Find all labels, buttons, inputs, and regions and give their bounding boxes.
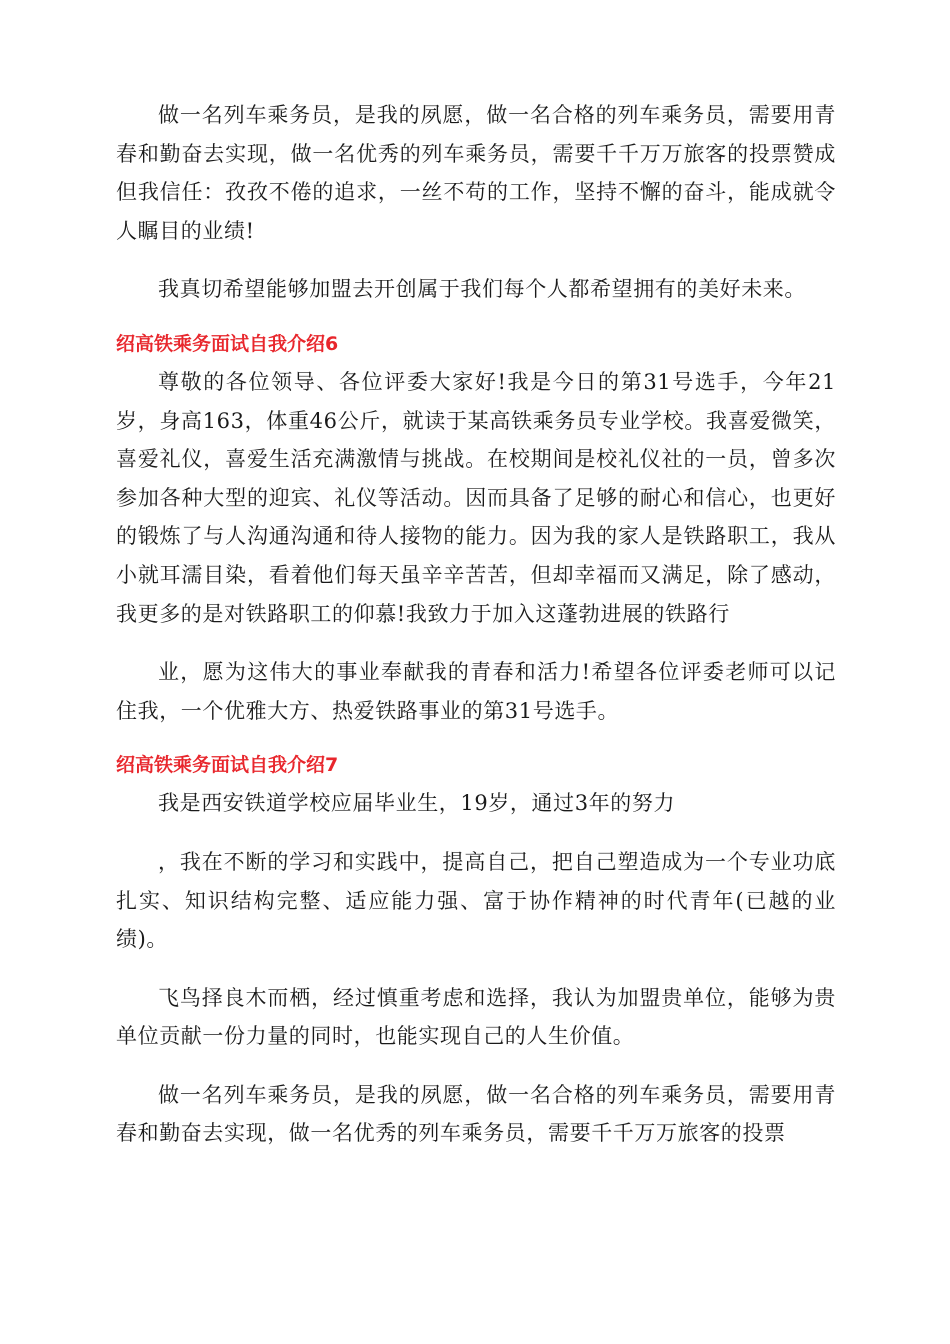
paragraph-aspiration: 做一名列车乘务员，是我的夙愿，做一名合格的列车乘务员，需要用青春和勤奋去实现，做一名优秀的列车乘务员，需要千千万万旅客的投票赞成但我信任：孜孜不倦的追求，一丝不苟的工作，坚持不懈的奋斗，能成就令人瞩目的业绩! [116,103,836,243]
paragraph-hope: 我真切希望能够加盟去开创属于我们每个人都希望拥有的美好未来。 [158,277,806,302]
paragraph-aspiration-repeat: 做一名列车乘务员，是我的夙愿，做一名合格的列车乘务员，需要用青春和勤奋去实现，做一名优秀的列车乘务员，需要千千万万旅客的投票 [116,1082,836,1146]
paragraph-intro-7-continued: ，我在不断的学习和实践中，提高自己，把自己塑造成为一个专业功底扎实、知识结构完整、适应能力强、富于协作精神的时代青年(已越的业绩)。 [116,849,836,952]
section-heading-6: 绍高铁乘务面试自我介绍6 [116,332,339,355]
section-heading-7: 绍高铁乘务面试自我介绍7 [116,754,339,777]
paragraph-intro-6-continued: 业，愿为这伟大的事业奉献我的青春和活力!希望各位评委老师可以记住我，一个优雅大方、热爱铁路事业的第31号选手。 [116,660,836,723]
paragraph-career-choice: 飞鸟择良木而栖，经过慎重考虑和选择，我认为加盟贵单位，能够为贵单位贡献一份力量的同时，也能实现自己的人生价值。 [116,985,836,1049]
paragraph-intro-7: 我是西安铁道学校应届毕业生，19岁，通过3年的努力 [158,791,676,816]
paragraph-intro-6: 尊敬的各位领导、各位评委大家好!我是今日的第31号选手，今年21岁，身高163，体重46公斤，就读于某高铁乘务员专业学校。我喜爱微笑，喜爱礼仪，喜爱生活充满激情与挑战。在校期间是校礼仪社的一员，曾多次参加各种大型的迎宾、礼仪等活动。因而具备了足够的耐心和信心，也更好的锻炼了与人沟通沟通和待人接物的能力。因为我的家人是铁路职工，我从小就耳濡目染，看着他们每天虽辛辛苦苦，但却幸福而又满足，除了感动，我更多的是对铁路职工的仰慕!我致力于加入这蓬勃进展的铁路行 [116,369,836,626]
document-page [116,96,836,1173]
